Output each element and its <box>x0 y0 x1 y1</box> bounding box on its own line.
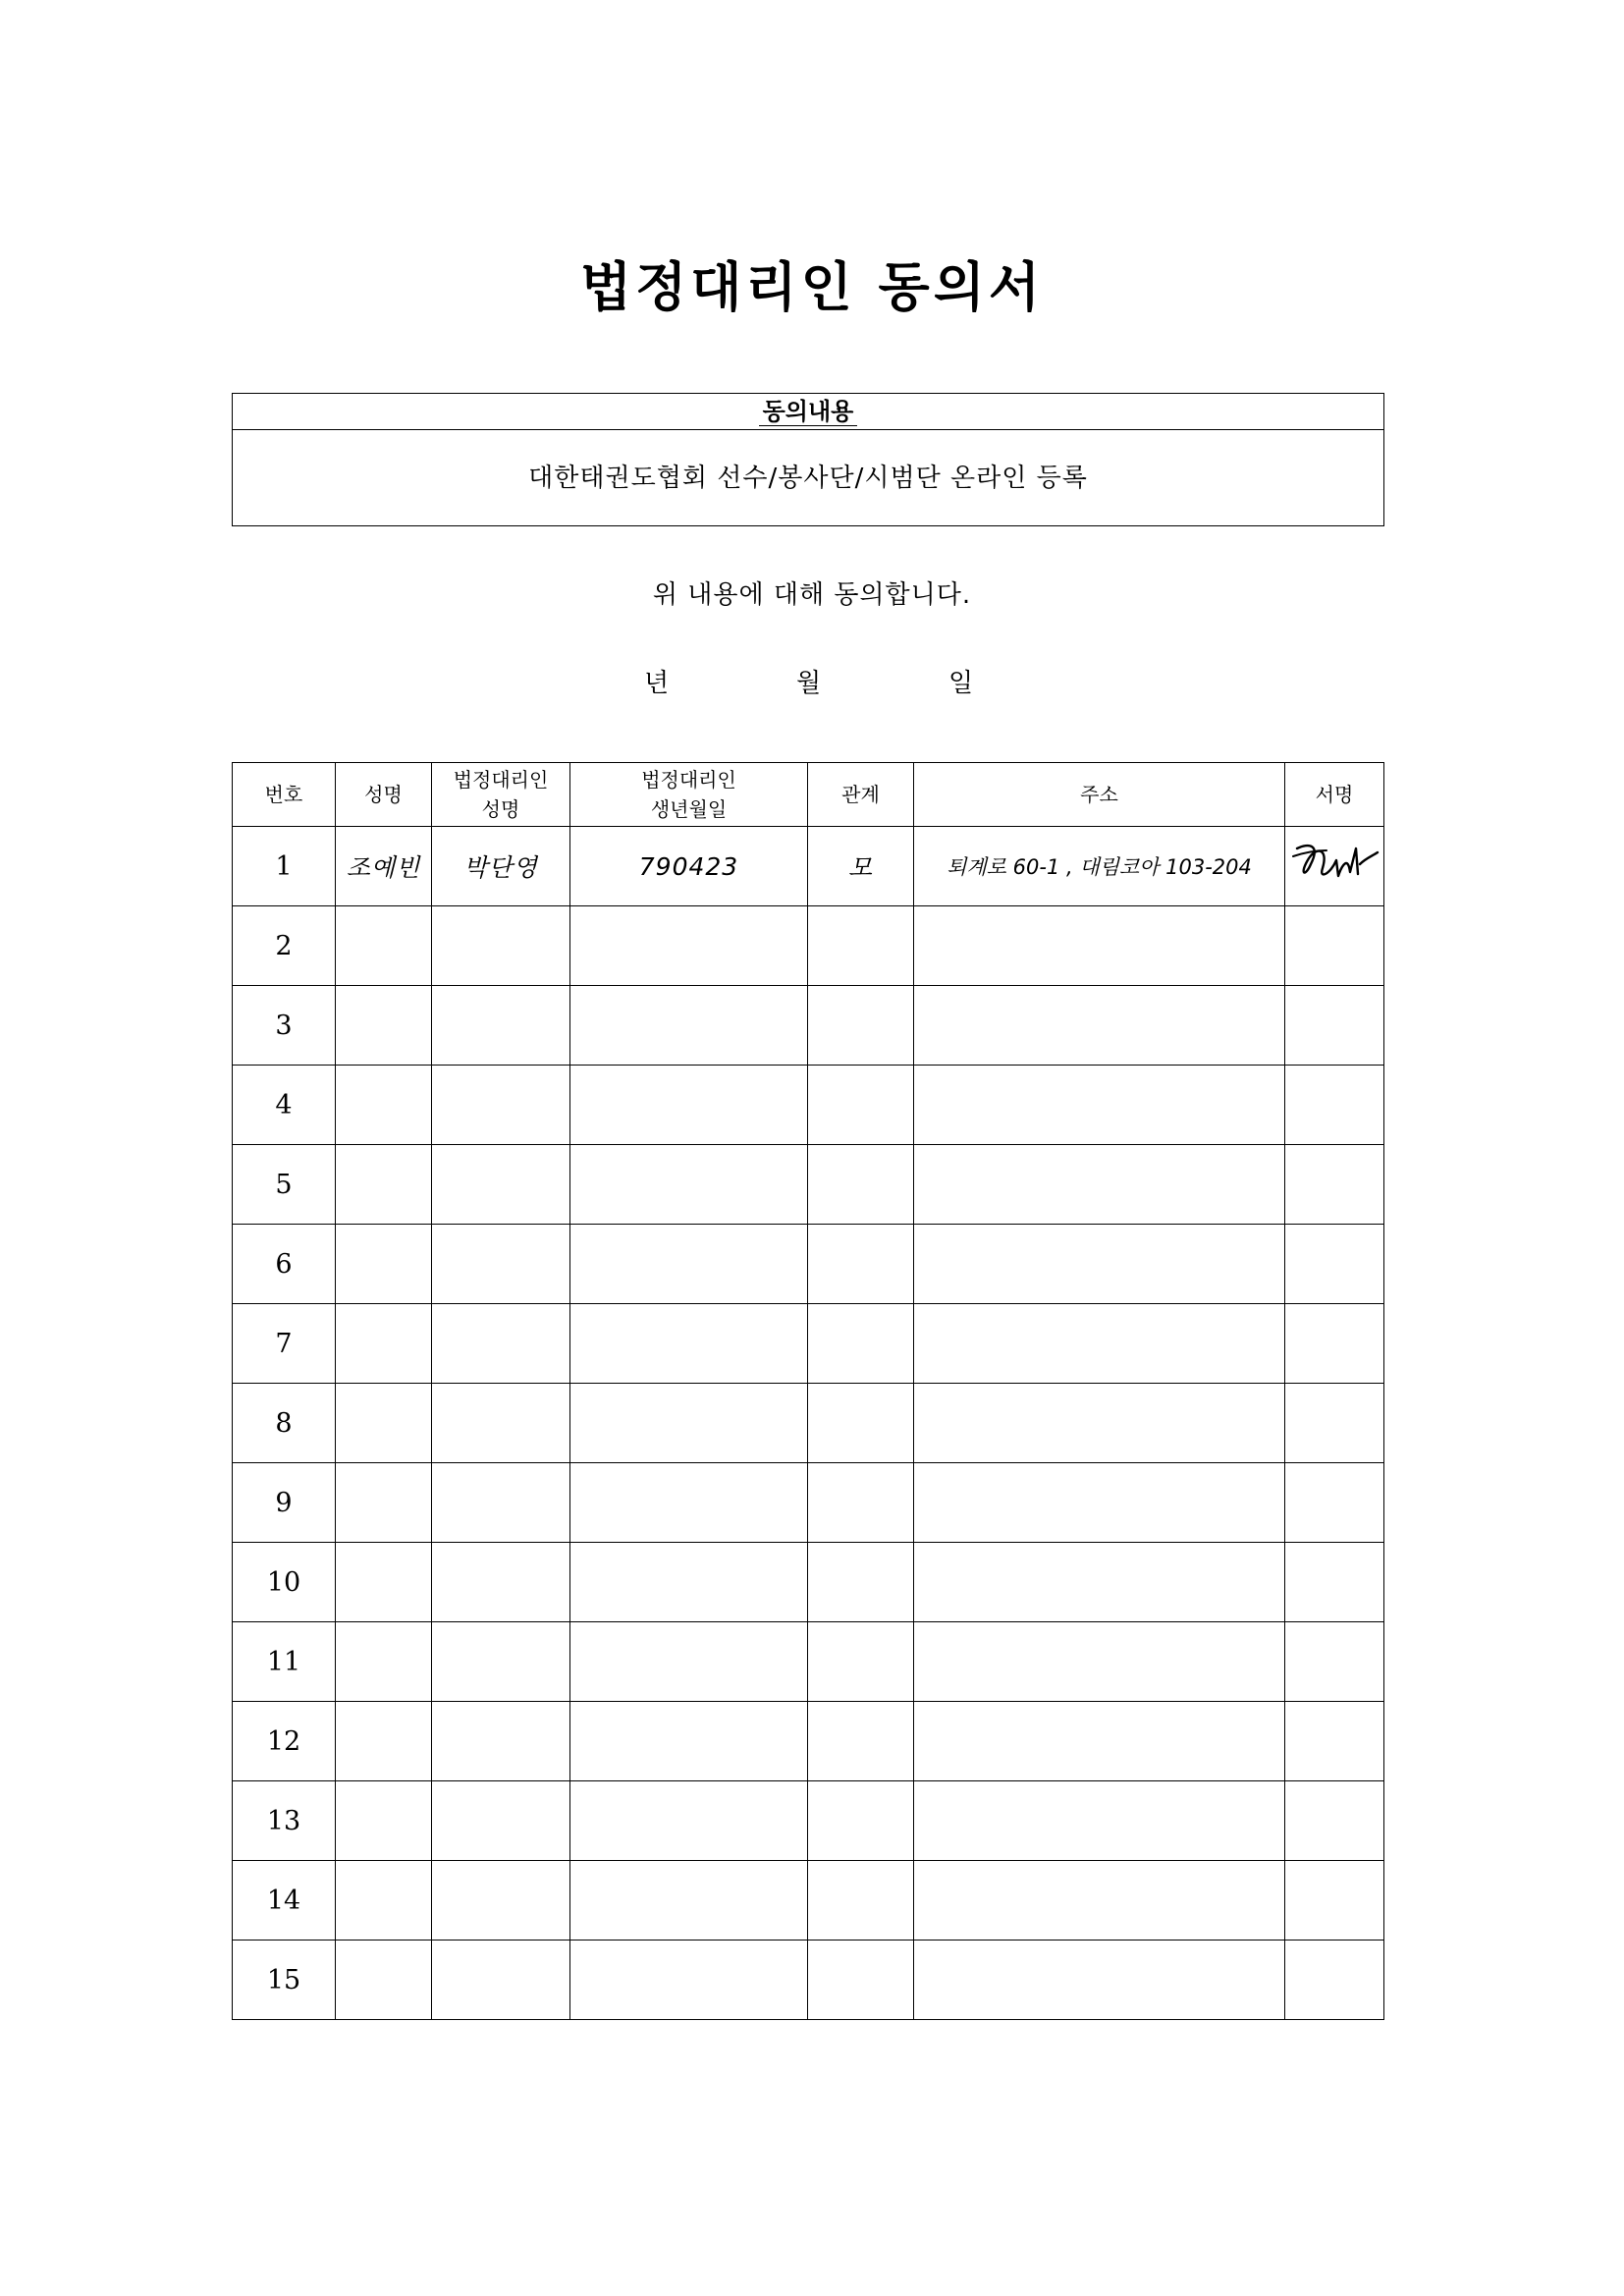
table-header-row <box>233 763 1384 827</box>
row-signature[interactable] <box>1285 1384 1384 1463</box>
document-title: 법정대리인 동의서 <box>579 256 1045 318</box>
row-guardian-birth[interactable] <box>570 1941 808 2020</box>
row-guardian-name[interactable] <box>432 1941 570 2020</box>
date-day-label: 일 <box>948 669 974 698</box>
row-name[interactable] <box>336 1861 432 1941</box>
row-guardian-birth[interactable] <box>570 1066 808 1145</box>
table-row <box>233 1702 1384 1781</box>
header-guardian-birth-line2: 생년월일 <box>650 797 728 821</box>
row-address[interactable] <box>914 1066 1285 1145</box>
header-address: 주소 <box>914 763 1285 827</box>
table-row <box>233 827 1384 906</box>
row-relation[interactable] <box>808 1622 914 1702</box>
row-relation[interactable] <box>808 1225 914 1304</box>
row-guardian-name[interactable] <box>432 1145 570 1225</box>
handwritten-guardian-birth: 790423 <box>638 851 739 881</box>
row-signature[interactable] <box>1285 1225 1384 1304</box>
row-number: 5 <box>233 1145 336 1225</box>
row-number: 1 <box>233 827 336 906</box>
header-guardian-name-line2: 성명 <box>481 797 520 821</box>
row-relation[interactable] <box>808 986 914 1066</box>
consent-body: 대한태권도협회 선수/봉사단/시범단 온라인 등록 <box>528 464 1088 493</box>
row-address[interactable] <box>914 906 1285 986</box>
table-row <box>233 1781 1384 1861</box>
row-relation[interactable] <box>808 1145 914 1225</box>
row-signature[interactable] <box>1285 1543 1384 1622</box>
header-relation: 관계 <box>808 763 914 827</box>
row-guardian-birth[interactable] <box>570 1702 808 1781</box>
row-number: 7 <box>233 1304 336 1384</box>
row-name[interactable] <box>336 1384 432 1463</box>
row-name[interactable] <box>336 1225 432 1304</box>
row-signature[interactable] <box>1285 986 1384 1066</box>
row-name[interactable] <box>336 906 432 986</box>
agreement-text: 위 내용에 대해 동의합니다. <box>652 580 972 610</box>
date-year-label: 년 <box>644 669 670 698</box>
row-signature[interactable] <box>1285 1781 1384 1861</box>
row-relation[interactable] <box>808 827 914 906</box>
row-number: 3 <box>233 986 336 1066</box>
row-guardian-name[interactable] <box>432 1622 570 1702</box>
table-row <box>233 1225 1384 1304</box>
handwritten-address: 퇴계로 60-1 , 대림코아 103-204 <box>947 855 1252 879</box>
row-number: 6 <box>233 1225 336 1304</box>
table-row <box>233 1622 1384 1702</box>
row-number: 8 <box>233 1384 336 1463</box>
table-row <box>233 1384 1384 1463</box>
row-number: 11 <box>233 1622 336 1702</box>
row-relation[interactable] <box>808 1861 914 1941</box>
header-guardian-birth <box>570 763 808 827</box>
row-guardian-birth[interactable] <box>570 986 808 1066</box>
row-signature[interactable] <box>1285 1066 1384 1145</box>
row-name[interactable] <box>336 1543 432 1622</box>
row-number: 14 <box>233 1861 336 1941</box>
row-guardian-birth[interactable] <box>570 1543 808 1622</box>
row-relation[interactable] <box>808 1463 914 1543</box>
row-guardian-name[interactable] <box>432 906 570 986</box>
row-relation[interactable] <box>808 1941 914 2020</box>
row-relation[interactable] <box>808 1543 914 1622</box>
row-name[interactable] <box>336 1941 432 2020</box>
consent-header-label: 동의내용 <box>759 398 858 426</box>
header-signature: 서명 <box>1285 763 1384 827</box>
header-guardian-name <box>432 763 570 827</box>
row-signature[interactable] <box>1285 1304 1384 1384</box>
row-signature[interactable] <box>1285 1622 1384 1702</box>
row-guardian-name[interactable] <box>432 1861 570 1941</box>
row-guardian-birth[interactable] <box>570 1304 808 1384</box>
handwritten-name: 조예빈 <box>346 853 421 882</box>
row-guardian-birth[interactable] <box>570 1622 808 1702</box>
row-number: 2 <box>233 906 336 986</box>
row-number: 15 <box>233 1941 336 2020</box>
row-guardian-name[interactable] <box>432 1304 570 1384</box>
table-row <box>233 986 1384 1066</box>
row-guardian-name[interactable] <box>432 1384 570 1463</box>
row-address[interactable] <box>914 1304 1285 1384</box>
handwritten-signature-icon <box>1287 835 1381 894</box>
row-name[interactable] <box>336 1463 432 1543</box>
row-name[interactable] <box>336 1781 432 1861</box>
row-guardian-name[interactable] <box>432 1543 570 1622</box>
consent-header <box>233 394 1383 430</box>
row-guardian-name[interactable] <box>432 1463 570 1543</box>
row-address[interactable] <box>914 1861 1285 1941</box>
row-relation[interactable] <box>808 1066 914 1145</box>
row-address[interactable] <box>914 1702 1285 1781</box>
row-guardian-birth[interactable] <box>570 1781 808 1861</box>
row-number: 9 <box>233 1463 336 1543</box>
handwritten-guardian-name: 박단영 <box>463 853 538 882</box>
row-address[interactable] <box>914 1225 1285 1304</box>
row-relation[interactable] <box>808 1781 914 1861</box>
table-row <box>233 1463 1384 1543</box>
row-name[interactable] <box>336 1622 432 1702</box>
row-number: 10 <box>233 1543 336 1622</box>
row-guardian-birth[interactable] <box>570 906 808 986</box>
row-signature[interactable] <box>1285 1861 1384 1941</box>
row-address[interactable] <box>914 1622 1285 1702</box>
row-address[interactable] <box>914 986 1285 1066</box>
row-signature[interactable] <box>1285 827 1384 906</box>
consent-box <box>232 393 1384 526</box>
row-guardian-name[interactable] <box>432 827 570 906</box>
row-signature[interactable] <box>1285 1941 1384 2020</box>
table-row <box>233 1941 1384 2020</box>
row-signature[interactable] <box>1285 1463 1384 1543</box>
row-relation[interactable] <box>808 906 914 986</box>
row-number: 4 <box>233 1066 336 1145</box>
row-guardian-birth[interactable] <box>570 1225 808 1304</box>
row-guardian-birth[interactable] <box>570 827 808 906</box>
row-name[interactable] <box>336 1066 432 1145</box>
row-guardian-birth[interactable] <box>570 1861 808 1941</box>
row-guardian-birth[interactable] <box>570 1145 808 1225</box>
row-number: 13 <box>233 1781 336 1861</box>
guardian-table <box>232 762 1384 2020</box>
row-name[interactable] <box>336 1304 432 1384</box>
handwritten-relation: 모 <box>847 853 874 882</box>
row-address[interactable] <box>914 1543 1285 1622</box>
row-name[interactable] <box>336 827 432 906</box>
row-number: 12 <box>233 1702 336 1781</box>
row-guardian-birth[interactable] <box>570 1463 808 1543</box>
row-guardian-name[interactable] <box>432 1781 570 1861</box>
table-row <box>233 1145 1384 1225</box>
row-guardian-name[interactable] <box>432 1225 570 1304</box>
row-address[interactable] <box>914 1941 1285 2020</box>
date-month-label: 월 <box>796 669 822 698</box>
row-address[interactable] <box>914 827 1285 906</box>
header-num: 번호 <box>233 763 336 827</box>
row-address[interactable] <box>914 1384 1285 1463</box>
row-signature[interactable] <box>1285 1145 1384 1225</box>
row-guardian-name[interactable] <box>432 1702 570 1781</box>
row-relation[interactable] <box>808 1702 914 1781</box>
table-row <box>233 1543 1384 1622</box>
row-signature[interactable] <box>1285 1702 1384 1781</box>
row-guardian-name[interactable] <box>432 986 570 1066</box>
table-row <box>233 1304 1384 1384</box>
header-guardian-birth-line1: 법정대리인 <box>641 768 736 792</box>
row-guardian-birth[interactable] <box>570 1384 808 1463</box>
table-row <box>233 906 1384 986</box>
row-signature[interactable] <box>1285 906 1384 986</box>
row-address[interactable] <box>914 1463 1285 1543</box>
row-name[interactable] <box>336 1145 432 1225</box>
header-guardian-name-line1: 법정대리인 <box>453 768 549 792</box>
table-row <box>233 1066 1384 1145</box>
table-row <box>233 1861 1384 1941</box>
row-name[interactable] <box>336 1702 432 1781</box>
row-address[interactable] <box>914 1781 1285 1861</box>
row-name[interactable] <box>336 986 432 1066</box>
row-relation[interactable] <box>808 1304 914 1384</box>
header-name: 성명 <box>336 763 432 827</box>
row-guardian-name[interactable] <box>432 1066 570 1145</box>
row-relation[interactable] <box>808 1384 914 1463</box>
row-address[interactable] <box>914 1145 1285 1225</box>
